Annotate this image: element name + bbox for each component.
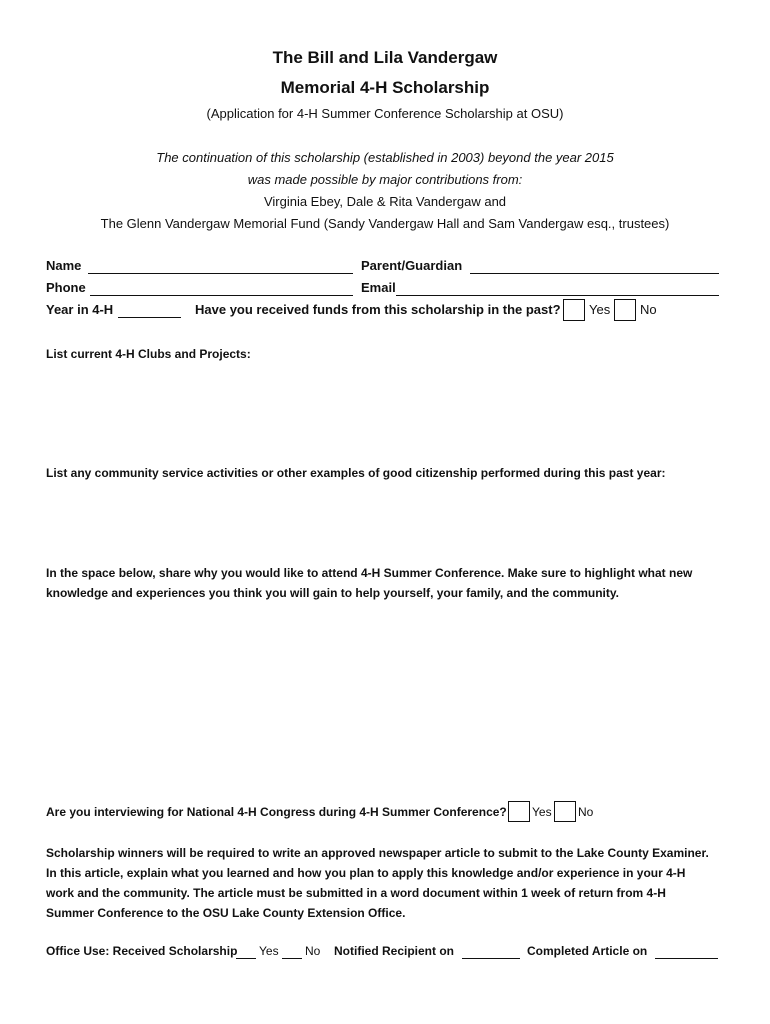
funds-received-question: Have you received funds from this scholarship in the past? — [195, 302, 561, 317]
year-in-4h-field[interactable] — [118, 317, 181, 318]
notified-recipient-label: Notified Recipient on — [334, 944, 454, 958]
community-service-prompt: List any community service activities or other examples of good citizenship performed during this past year: — [46, 466, 666, 480]
intro-line1: The continuation of this scholarship (established in 2003) beyond the year 2015 — [156, 150, 614, 165]
congress-yes-checkbox[interactable] — [508, 801, 530, 822]
notified-recipient-date-field[interactable] — [462, 958, 520, 959]
national-congress-question: Are you interviewing for National 4-H Congress during 4-H Summer Conference? — [46, 805, 507, 819]
requirement-line1: Scholarship winners will be required to write an approved newspaper article to submit to the Lake County Examiner. — [46, 846, 709, 860]
congress-no-checkbox[interactable] — [554, 801, 576, 822]
phone-label: Phone — [46, 280, 86, 295]
year-in-4h-label: Year in 4-H — [46, 302, 114, 317]
office-received-yes-field[interactable] — [236, 958, 256, 959]
name-field[interactable] — [88, 273, 353, 274]
conference-prompt-line1: In the space below, share why you would like to attend 4-H Summer Conference. Make sure to highlight what new — [46, 566, 693, 580]
phone-field[interactable] — [90, 295, 353, 296]
completed-article-label: Completed Article on — [527, 944, 648, 958]
article-requirement-paragraph — [46, 843, 736, 923]
funds-yes-checkbox[interactable] — [563, 299, 585, 321]
conference-essay-answer-area[interactable] — [46, 608, 726, 794]
congress-yes-label: Yes — [532, 805, 552, 819]
office-no-label: No — [305, 944, 321, 958]
contributors-line1: Virginia Ebey, Dale & Rita Vandergaw and — [263, 194, 507, 209]
funds-no-checkbox[interactable] — [614, 299, 636, 321]
email-label: Email — [361, 280, 396, 295]
form-title-line1: The Bill and Lila Vandergaw — [272, 48, 498, 67]
funds-no-label: No — [640, 302, 657, 317]
conference-essay-prompt — [46, 563, 736, 603]
funds-yes-label: Yes — [589, 302, 611, 317]
contributors-line2: The Glenn Vandergaw Memorial Fund (Sandy Vandergaw Hall and Sam Vandergaw esq., trustees) — [100, 216, 670, 231]
form-title-line2: Memorial 4-H Scholarship — [280, 78, 490, 97]
clubs-projects-prompt: List current 4-H Clubs and Projects: — [46, 347, 251, 361]
form-subtitle: (Application for 4-H Summer Conference Scholarship at OSU) — [206, 106, 564, 121]
parent-guardian-label: Parent/Guardian — [361, 258, 463, 273]
parent-guardian-field[interactable] — [470, 273, 719, 274]
conference-prompt-line2: knowledge and experiences you think you will gain to help yourself, your family, and the community. — [46, 586, 619, 600]
requirement-line2: In this article, explain what you learned and how you plan to apply this knowledge and/or experience in your 4-H — [46, 866, 686, 880]
requirement-line4: Summer Conference to the OSU Lake County Extension Office. — [46, 906, 406, 920]
office-yes-label: Yes — [259, 944, 279, 958]
office-use-received-label: Office Use: Received Scholarship — [46, 944, 238, 958]
completed-article-date-field[interactable] — [655, 958, 718, 959]
community-service-answer-area[interactable] — [46, 485, 726, 560]
name-label: Name — [46, 258, 82, 273]
requirement-line3: work and the community. The article must be submitted in a word document within 1 week of return from 4-H — [46, 886, 666, 900]
email-field[interactable] — [396, 295, 719, 296]
clubs-projects-answer-area[interactable] — [46, 366, 726, 460]
intro-line2: was made possible by major contributions from: — [247, 172, 523, 187]
congress-no-label: No — [578, 805, 594, 819]
office-received-no-field[interactable] — [282, 958, 302, 959]
